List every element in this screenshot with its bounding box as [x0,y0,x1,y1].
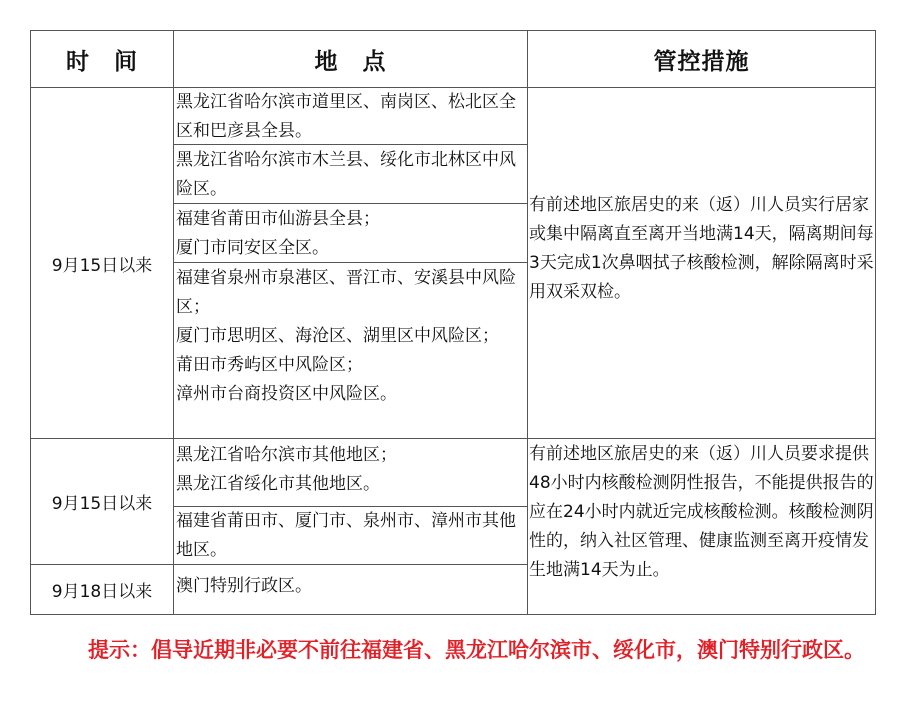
header-location: 地 点 [314,48,387,75]
table-border-right [875,30,876,615]
date-cell: 9月15日以来 [51,494,153,514]
location-cell: 黑龙江省哈尔滨市其他地区； 黑龙江省绥化市其他地区。 [176,445,397,494]
date-cell: 9月18日以来 [51,582,153,602]
location-cell: 黑龙江省哈尔滨市木兰县、绥化市北林区中风险区。 [176,150,516,199]
header-time: 时 间 [66,48,138,75]
location-cell: 福建省莆田市、厦门市、泉州市、漳州市其他地区。 [176,511,516,560]
location-cell: 黑龙江省哈尔滨市道里区、南岗区、松北区全区和巴彦县全县。 [176,92,516,141]
location-cell: 福建省莆田市仙游县全县； 厦门市同安区全区。 [176,209,380,258]
date-cell: 9月15日以来 [51,255,153,276]
location-cell: 福建省泉州市泉港区、晋江市、安溪县中风险区； 厦门市思明区、海沧区、湖里区中风险区； 莆田市秀屿区中风险区； 漳州市台商投资区中风险区。 [176,268,516,404]
table-border-bottom [30,614,876,615]
tip-text: 倡导近期非必要不前往福建省、黑龙江哈尔滨市、绥化市，澳门特别行政区。 [151,638,865,662]
location-cell: 澳门特别行政区。 [176,576,312,596]
header-measures: 管控措施 [653,48,750,75]
tip-note [28,630,876,670]
tip-label: 提示： [88,638,151,662]
measure-cell: 有前述地区旅居史的来（返）川人员实行居家或集中隔离直至离开当地满14天，隔离期间每3天完成1次鼻咽拭子核酸检测，解除隔离时采用双采双检。 [529,195,874,302]
measure-cell: 有前述地区旅居史的来（返）川人员要求提供48小时内核酸检测阴性报告，不能提供报告的应在24小时内就近完成核酸检测。核酸检测阴性的，纳入社区管理、健康监测至离开疫情发生地满14天为止。 [529,444,874,580]
